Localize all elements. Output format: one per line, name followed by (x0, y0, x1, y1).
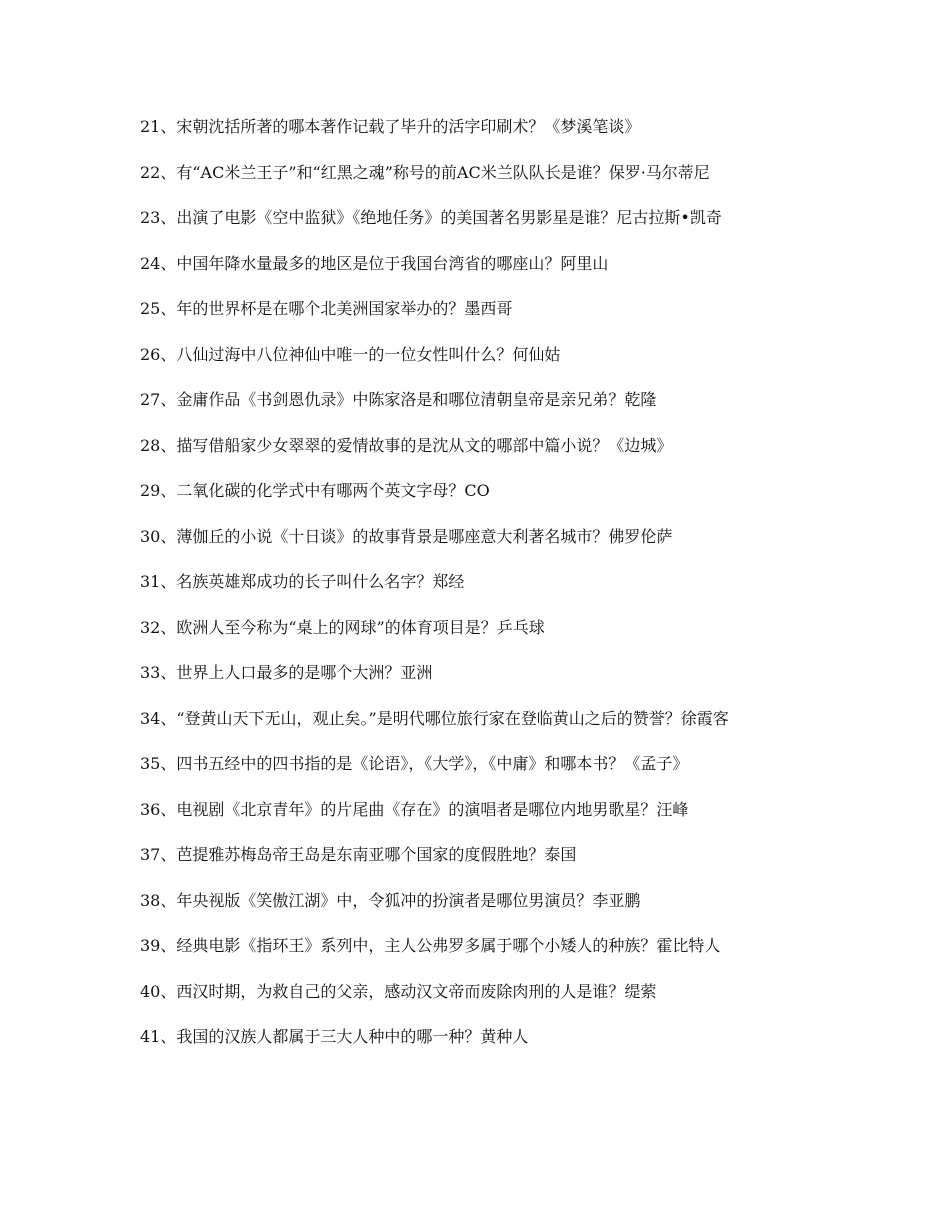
question-item: 37、芭提雅苏梅岛帝王岛是东南亚哪个国家的度假胜地？泰国 (140, 845, 577, 864)
question-item: 23、出演了电影《空中监狱》《绝地任务》的美国著名男影星是谁？尼古拉斯•凯奇 (140, 208, 722, 227)
question-item: 26、八仙过海中八位神仙中唯一的一位女性叫什么？何仙姑 (140, 344, 561, 364)
question-text: 四书五经中的四书指的是《论语》，《大学》，《中庸》和哪本书？《孟子》 (176, 754, 689, 773)
question-number: 34 (140, 708, 161, 728)
question-item: 36、电视剧《北京青年》的片尾曲《存在》的演唱者是哪位内地男歌星？汪峰 (140, 799, 689, 819)
question-text: 年的世界杯是在哪个北美洲国家举办的？墨西哥 (176, 299, 513, 318)
question-number: 24 (140, 253, 161, 273)
question-number: 37 (140, 845, 161, 864)
question-text: 二氧化碳的化学式中有哪两个英文字母？CO (176, 481, 490, 500)
question-number: 33 (140, 663, 161, 682)
question-number: 21 (140, 117, 161, 136)
question-text: 我国的汉族人都属于三大人种中的哪一种？黄种人 (176, 1027, 529, 1046)
question-number: 40 (140, 981, 161, 1001)
question-item: 21、宋朝沈括所著的哪本著作记载了毕升的活字印刷术？《梦溪笔谈》 (140, 117, 641, 136)
question-number: 26 (140, 344, 161, 364)
question-item: 38、年央视版《笑傲江湖》中，令狐冲的扮演者是哪位男演员？李亚鹏 (140, 890, 641, 910)
question-text: 欧洲人至今称为“桌上的网球”的体育项目是？乒乓球 (176, 617, 545, 637)
question-list (140, 112, 808, 1068)
question-number: 38 (140, 890, 161, 910)
question-item: 27、金庸作品《书剑恩仇录》中陈家洛是和哪位清朝皇帝是亲兄弟？乾隆 (140, 390, 657, 409)
question-item: 39、经典电影《指环王》系列中，主人公弗罗多属于哪个小矮人的种族？霍比特人 (140, 936, 721, 955)
question-item: 41、我国的汉族人都属于三大人种中的哪一种？黄种人 (140, 1027, 529, 1046)
question-text: 西汉时期，为救自己的父亲，感动汉文帝而废除肉刑的人是谁？缇萦 (176, 981, 657, 1001)
question-text: 薄伽丘的小说《十日谈》的故事背景是哪座意大利著名城市？佛罗伦萨 (176, 526, 673, 546)
question-item: 24、中国年降水量最多的地区是位于我国台湾省的哪座山？阿里山 (140, 253, 609, 273)
question-text: 出演了电影《空中监狱》《绝地任务》的美国著名男影星是谁？尼古拉斯•凯奇 (176, 208, 722, 227)
question-item: 22、有“AC米兰王子”和“红黑之魂”称号的前AC米兰队队长是谁？保罗·马尔蒂尼 (140, 162, 710, 182)
question-item: 32、欧洲人至今称为“桌上的网球”的体育项目是？乒乓球 (140, 617, 545, 637)
question-text: 年央视版《笑傲江湖》中，令狐冲的扮演者是哪位男演员？李亚鹏 (176, 890, 641, 910)
question-number: 27 (140, 390, 161, 409)
question-item: 28、描写借船家少女翠翠的爱情故事的是沈从文的哪部中篇小说？《边城》 (140, 435, 673, 455)
question-item: 29、二氧化碳的化学式中有哪两个英文字母？CO (140, 481, 490, 500)
question-number: 30 (140, 526, 161, 546)
question-item: 35、四书五经中的四书指的是《论语》，《大学》，《中庸》和哪本书？《孟子》 (140, 754, 689, 773)
question-number: 39 (140, 936, 161, 955)
question-number: 32 (140, 617, 161, 637)
question-text: 经典电影《指环王》系列中，主人公弗罗多属于哪个小矮人的种族？霍比特人 (176, 936, 721, 955)
question-text: 电视剧《北京青年》的片尾曲《存在》的演唱者是哪位内地男歌星？汪峰 (176, 799, 689, 819)
question-item: 33、世界上人口最多的是哪个大洲？亚洲 (140, 663, 433, 682)
question-item: 34、“登黄山天下无山，观止矣。”是明代哪位旅行家在登临黄山之后的赞誉？徐霞客 (140, 708, 729, 728)
question-item: 40、西汉时期，为救自己的父亲，感动汉文帝而废除肉刑的人是谁？缇萦 (140, 981, 657, 1001)
question-text: 描写借船家少女翠翠的爱情故事的是沈从文的哪部中篇小说？《边城》 (176, 435, 673, 455)
question-item: 31、名族英雄郑成功的长子叫什么名字？郑经 (140, 572, 465, 591)
question-number: 23 (140, 208, 161, 227)
question-text: 金庸作品《书剑恩仇录》中陈家洛是和哪位清朝皇帝是亲兄弟？乾隆 (176, 390, 657, 409)
question-text: 名族英雄郑成功的长子叫什么名字？郑经 (176, 572, 465, 591)
question-number: 29 (140, 481, 161, 500)
question-item: 25、年的世界杯是在哪个北美洲国家举办的？墨西哥 (140, 299, 513, 318)
question-number: 25 (140, 299, 161, 318)
question-number: 35 (140, 754, 161, 773)
question-item: 30、薄伽丘的小说《十日谈》的故事背景是哪座意大利著名城市？佛罗伦萨 (140, 526, 673, 546)
question-number: 31 (140, 572, 161, 591)
question-text: “登黄山天下无山，观止矣。”是明代哪位旅行家在登临黄山之后的赞誉？徐霞客 (176, 708, 729, 728)
question-text: 芭提雅苏梅岛帝王岛是东南亚哪个国家的度假胜地？泰国 (176, 845, 577, 864)
question-text: 世界上人口最多的是哪个大洲？亚洲 (176, 663, 433, 682)
question-number: 41 (140, 1027, 161, 1046)
question-number: 22 (140, 162, 161, 182)
question-number: 28 (140, 435, 161, 455)
question-number: 36 (140, 799, 161, 819)
question-text: 有“AC米兰王子”和“红黑之魂”称号的前AC米兰队队长是谁？保罗·马尔蒂尼 (176, 162, 710, 182)
question-text: 八仙过海中八位神仙中唯一的一位女性叫什么？何仙姑 (176, 344, 561, 364)
question-text: 中国年降水量最多的地区是位于我国台湾省的哪座山？阿里山 (176, 253, 609, 273)
question-text: 宋朝沈括所著的哪本著作记载了毕升的活字印刷术？《梦溪笔谈》 (176, 117, 641, 136)
